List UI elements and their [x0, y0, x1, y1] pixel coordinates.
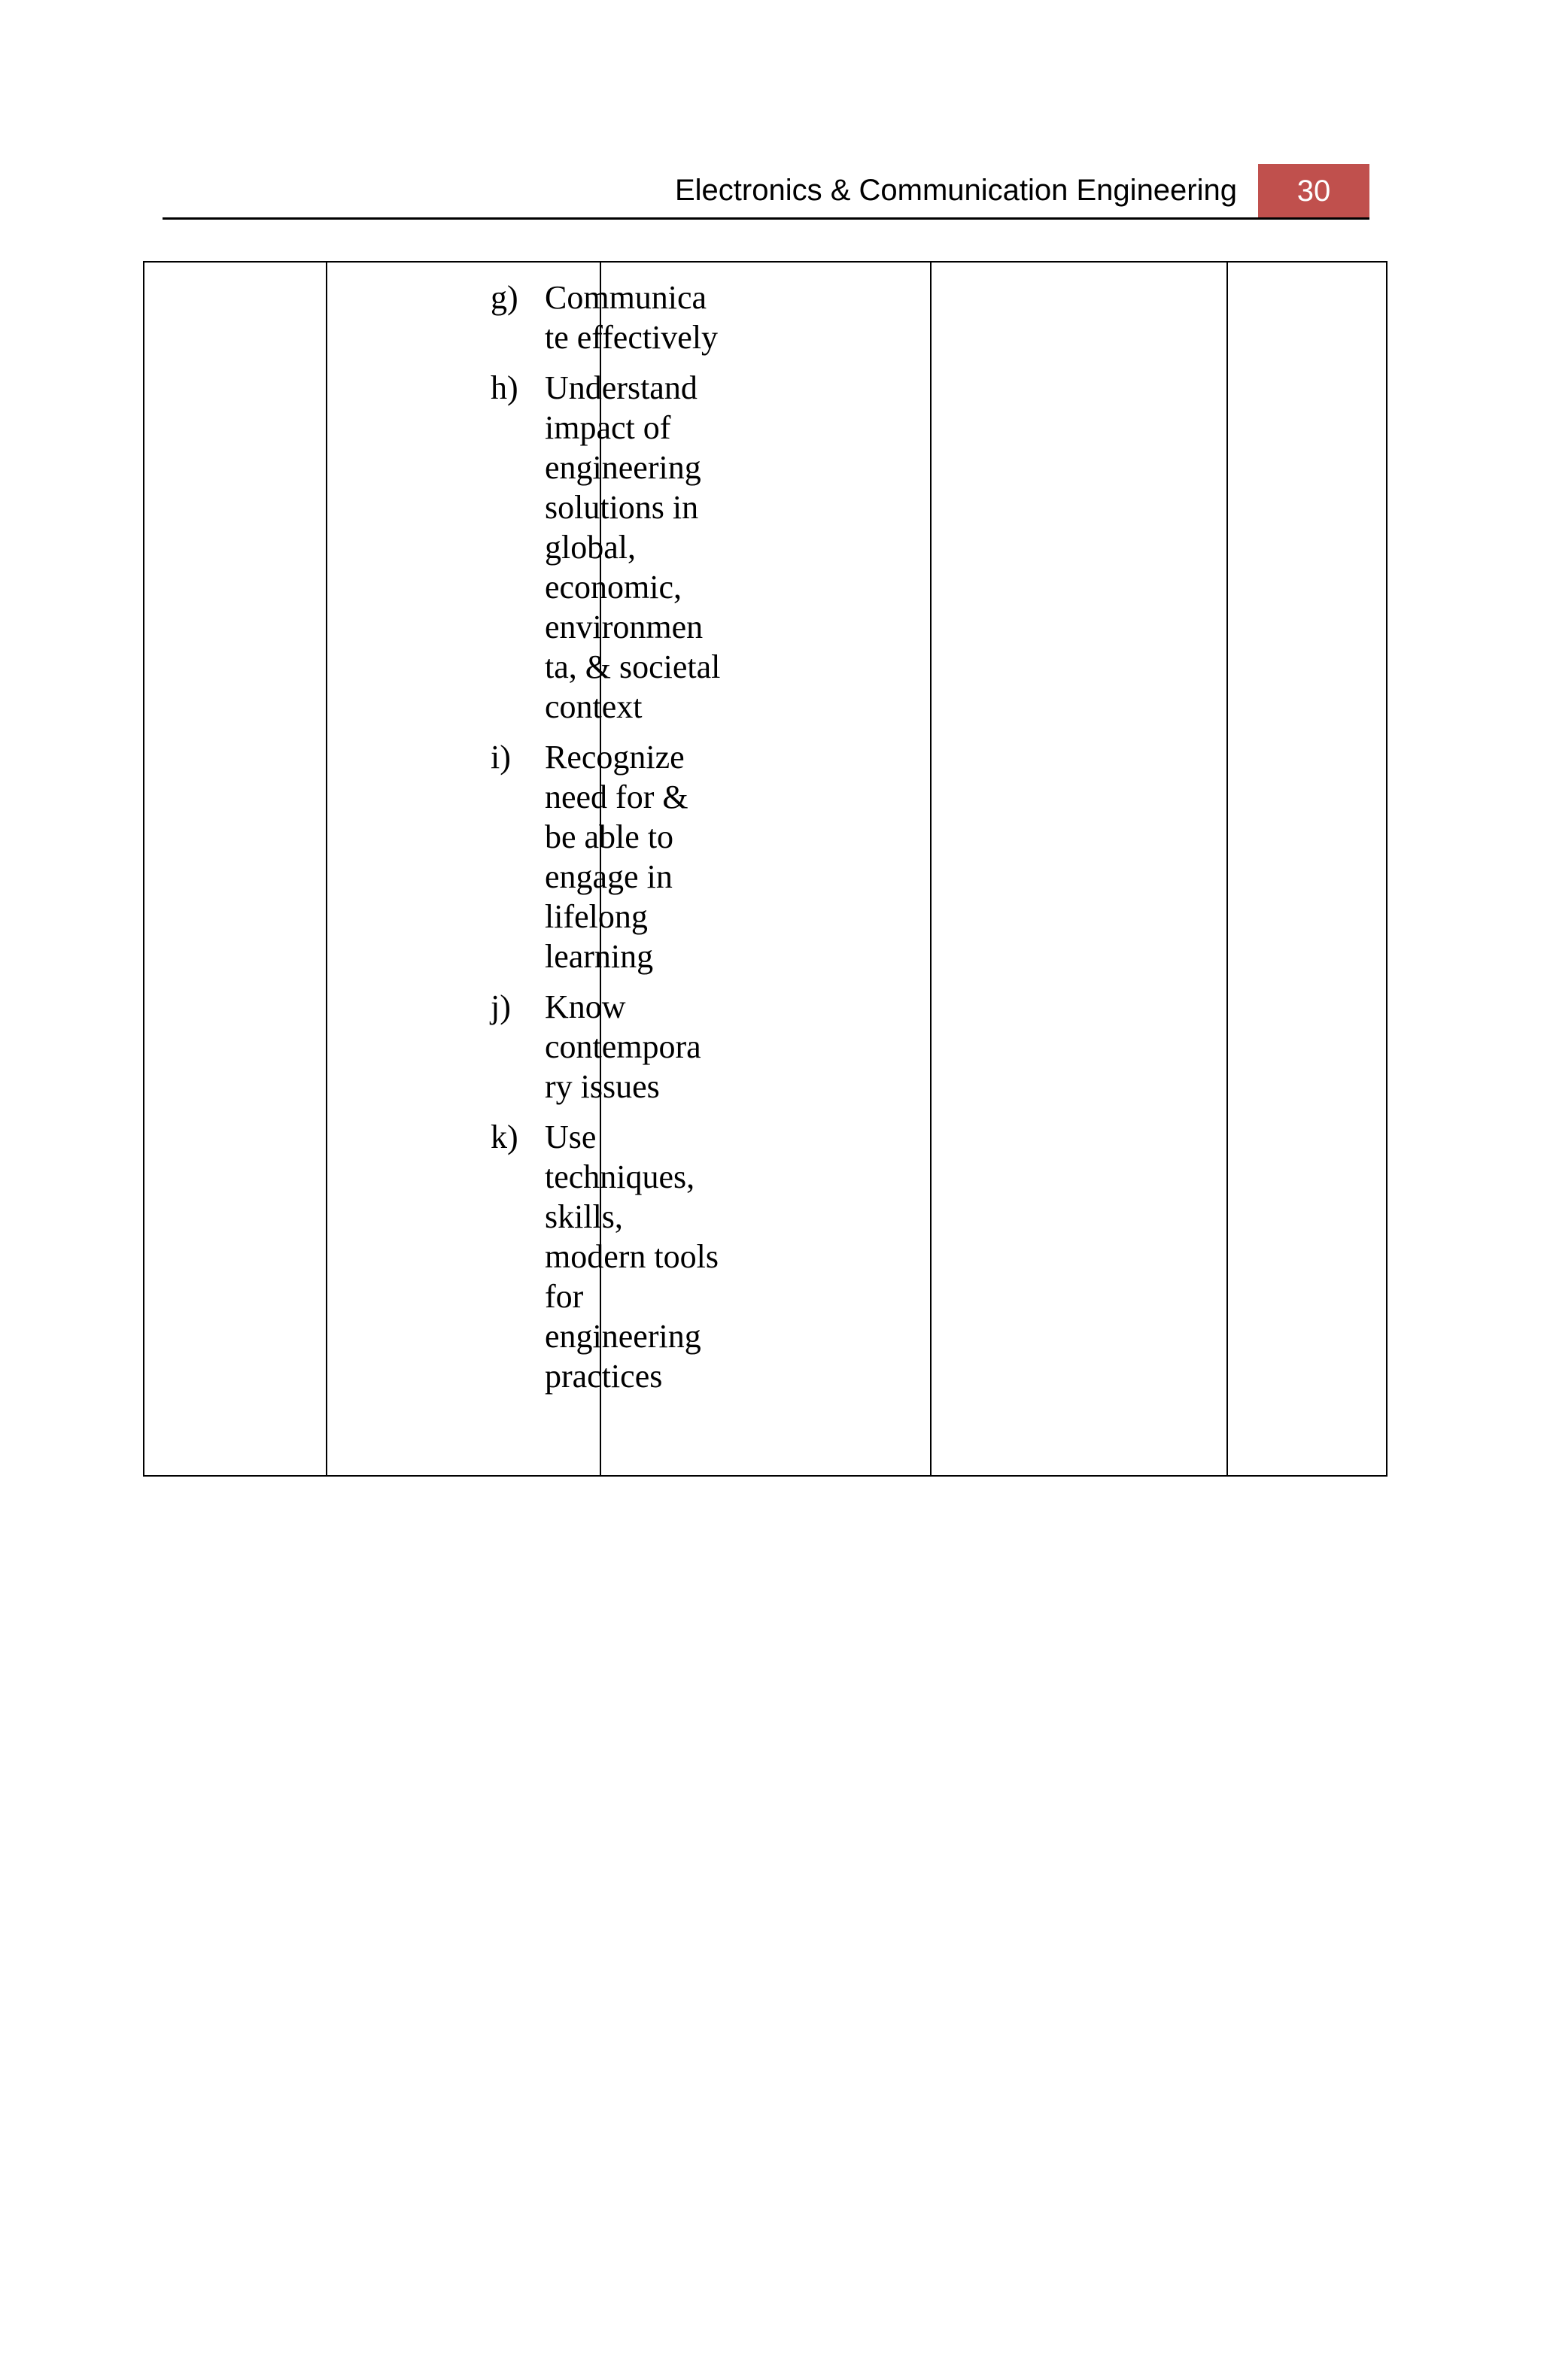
list-marker: j) [491, 988, 511, 1025]
list-item [491, 987, 739, 1107]
outcomes-list [491, 278, 739, 1407]
list-text: Understand impact of engineering solutions in global, economic, environmen ta, & societal context [545, 369, 721, 725]
list-text: Use techniques, skills, modern tools for engineering practices [545, 1119, 719, 1395]
column-divider [326, 263, 327, 1475]
page-number: 30 [1258, 164, 1369, 218]
outcomes-table [143, 261, 1388, 1477]
list-text: Communica te effectively [545, 279, 719, 356]
list-item [491, 278, 739, 357]
list-marker: i) [491, 739, 511, 776]
header-title: Electronics & Communication Engineering [674, 174, 1237, 207]
column-divider [1226, 263, 1228, 1475]
list-marker: g) [491, 279, 518, 316]
list-text: Recognize need for & be able to engage in lifelong learning [545, 739, 688, 975]
header-rule [163, 217, 1369, 220]
list-marker: k) [491, 1119, 518, 1155]
list-item [491, 1117, 739, 1396]
list-item [491, 368, 739, 727]
list-text: Know contempora ry issues [545, 988, 701, 1105]
list-marker: h) [491, 369, 518, 406]
column-divider [930, 263, 932, 1475]
list-item [491, 737, 739, 976]
